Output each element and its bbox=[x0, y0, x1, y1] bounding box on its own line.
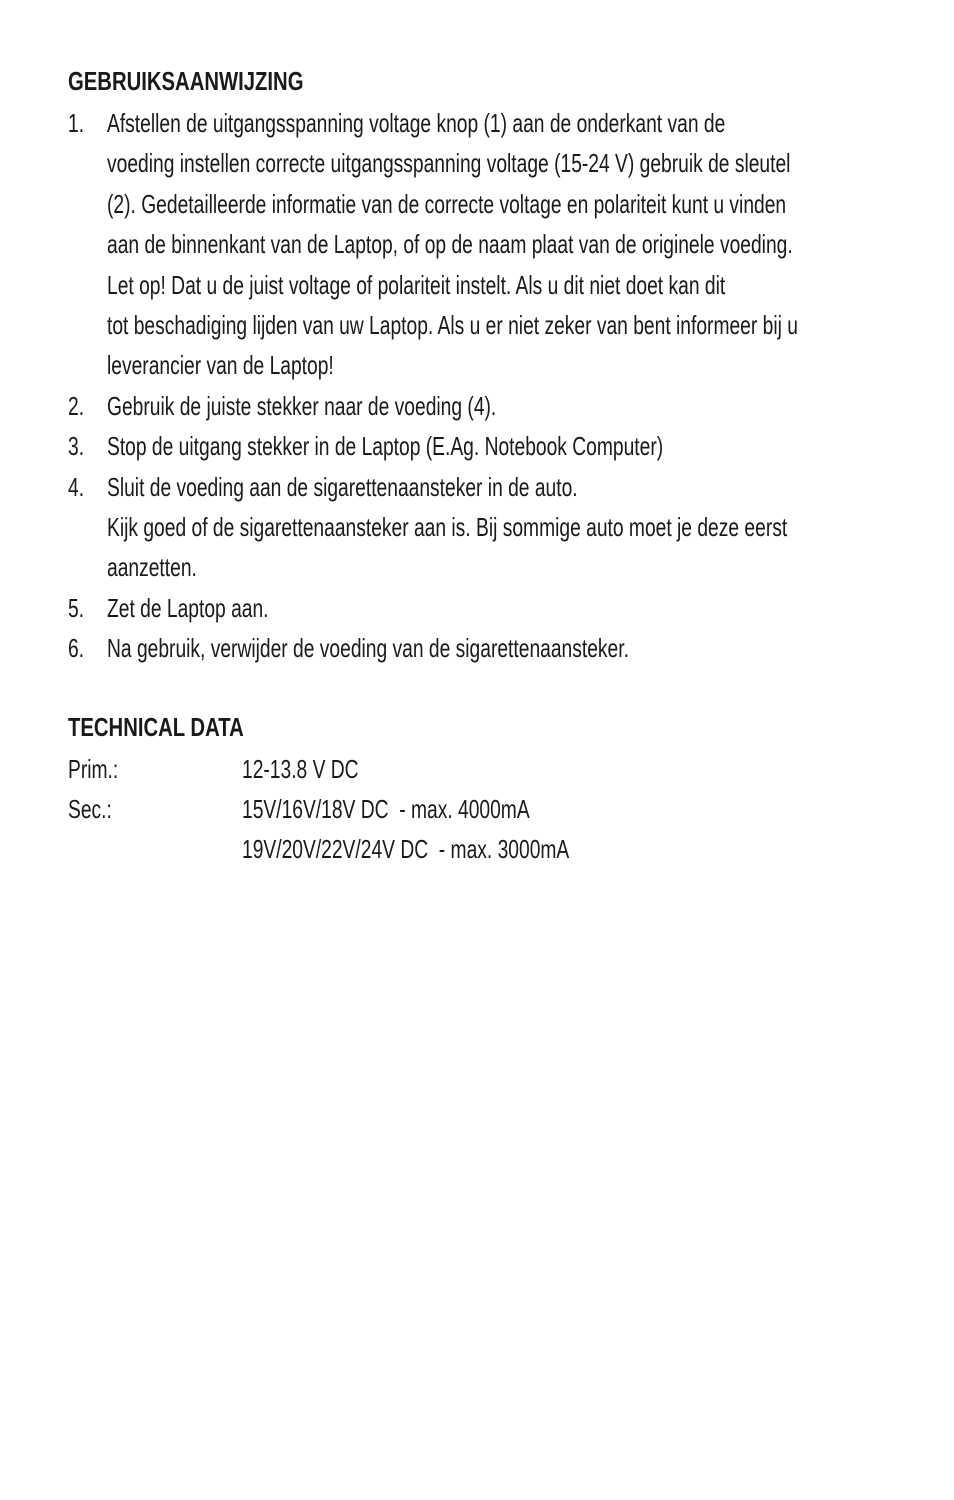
step-6-number: 6. bbox=[68, 633, 85, 663]
step-4-line-3: aanzetten. bbox=[107, 552, 197, 582]
step-1-line-6: tot beschadiging lijden van uw Laptop. Als u er niet zeker van bent informeer bij u bbox=[107, 310, 798, 340]
step-4-line-2: Kijk goed of de sigarettenaansteker aan is. Bij sommige auto moet je deze eerst bbox=[107, 512, 788, 542]
step-1-line-5: Let op! Dat u de juist voltage of polariteit instelt. Als u dit niet doet kan dit bbox=[107, 270, 726, 300]
step-2-number: 2. bbox=[68, 391, 85, 421]
step-1-line-4: aan de binnenkant van de Laptop, of op de naam plaat van de originele voeding. bbox=[107, 229, 793, 259]
step-3-number: 3. bbox=[68, 431, 85, 461]
step-1-line-1: Afstellen de uitgangsspanning voltage knop (1) aan de onderkant van de bbox=[107, 108, 726, 138]
sec-value-1: 15V/16V/18V DC - max. 4000mA bbox=[242, 794, 530, 824]
sec-value-2: 19V/20V/22V/24V DC - max. 3000mA bbox=[242, 834, 570, 864]
step-4-line-1: Sluit de voeding aan de sigarettenaansteker in de auto. bbox=[107, 472, 578, 502]
step-1-line-2: voeding instellen correcte uitgangsspanning voltage (15-24 V) gebruik de sleutel bbox=[107, 148, 791, 178]
technical-data-heading: TECHNICAL DATA bbox=[68, 712, 244, 742]
step-4-number: 4. bbox=[68, 472, 85, 502]
sec-label: Sec.: bbox=[68, 794, 112, 824]
step-3-line-1: Stop de uitgang stekker in de Laptop (E.Ag. Notebook Computer) bbox=[107, 431, 664, 461]
step-1-line-3: (2). Gedetailleerde informatie van de correcte voltage en polariteit kunt u vinden bbox=[107, 189, 787, 219]
step-5-number: 5. bbox=[68, 593, 85, 623]
step-6-line-1: Na gebruik, verwijder de voeding van de sigarettenaansteker. bbox=[107, 633, 629, 663]
step-2-line-1: Gebruik de juiste stekker naar de voeding (4). bbox=[107, 391, 497, 421]
step-1-number: 1. bbox=[68, 108, 85, 138]
instructions-heading: GEBRUIKSAANWIJZING bbox=[68, 66, 304, 96]
prim-value: 12-13.8 V DC bbox=[242, 754, 359, 784]
prim-label: Prim.: bbox=[68, 754, 119, 784]
step-5-line-1: Zet de Laptop aan. bbox=[107, 593, 269, 623]
step-1-line-7: leverancier van de Laptop! bbox=[107, 350, 334, 380]
